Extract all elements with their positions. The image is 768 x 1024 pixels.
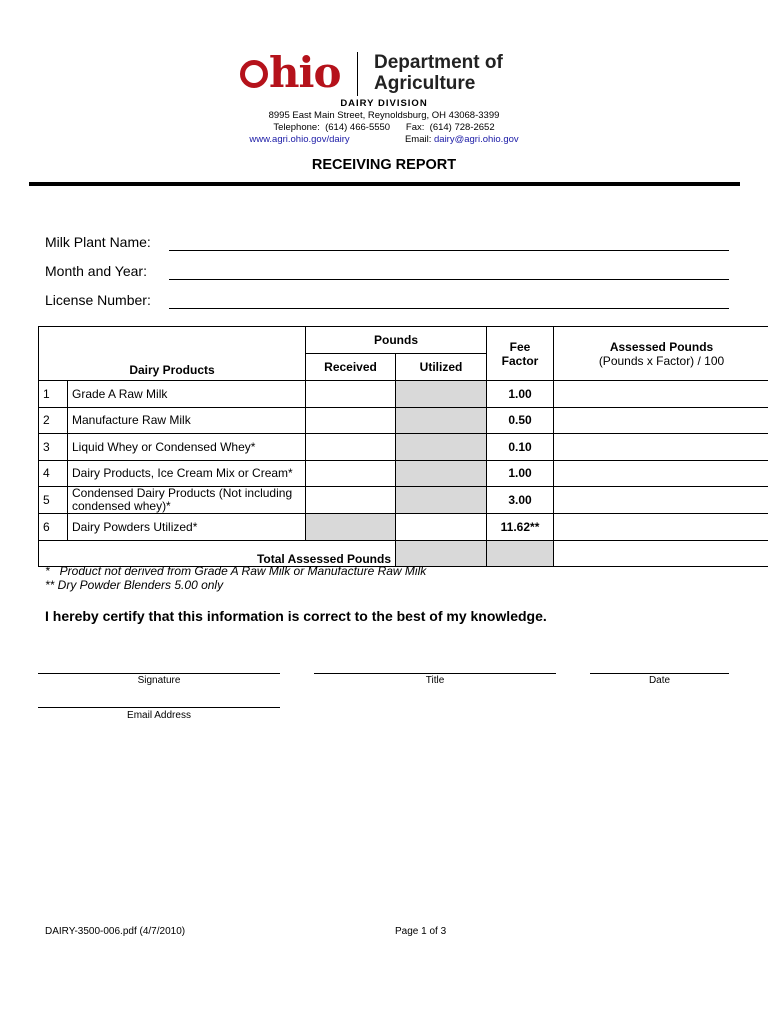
row-number: 3 (39, 434, 68, 461)
website-link[interactable]: www.agri.ohio.gov/dairy (249, 134, 350, 145)
utilized-cell-shaded (396, 407, 487, 434)
signature-line[interactable] (38, 673, 280, 674)
product-name: Dairy Powders Utilized* (68, 514, 306, 541)
address: 8995 East Main Street, Reynoldsburg, OH 43068-3399 (268, 110, 500, 121)
month-year-label: Month and Year: (45, 263, 147, 279)
title-label: Title (425, 675, 445, 686)
fee-factor: 0.50 (487, 407, 554, 434)
received-cell-shaded (306, 514, 396, 541)
assessed-header-line1: Assessed Pounds (609, 339, 714, 354)
fee-factor: 1.00 (487, 381, 554, 408)
pounds-header: Pounds (306, 327, 487, 354)
assessed-header-line2: (Pounds x Factor) / 100 (598, 353, 725, 368)
received-cell[interactable] (306, 434, 396, 461)
assessed-cell[interactable] (554, 381, 768, 408)
row-number: 1 (39, 381, 68, 408)
received-header: Received (306, 354, 396, 381)
license-label: License Number: (45, 292, 151, 308)
utilized-cell-shaded (396, 381, 487, 408)
total-row (39, 540, 768, 567)
assessed-pounds-header (554, 327, 768, 381)
footnote-1: * Product not derived from Grade A Raw Milk or Manufacture Raw Milk (45, 564, 427, 578)
table-row (39, 460, 768, 487)
fee-factor-header (487, 327, 554, 381)
dairy-products-header: Dairy Products (39, 327, 306, 381)
received-cell[interactable] (306, 487, 396, 514)
certification-statement: I hereby certify that this information is correct to the best of my knowledge. (45, 608, 547, 624)
total-label: Total Assessed Pounds (39, 540, 396, 567)
table-row (39, 434, 768, 461)
product-name: Condensed Dairy Products (Not including condensed whey)* (68, 487, 306, 514)
product-name: Liquid Whey or Condensed Whey* (68, 434, 306, 461)
receiving-table (38, 326, 768, 567)
utilized-header: Utilized (396, 354, 487, 381)
ohio-logo-o-icon (240, 60, 268, 88)
assessed-cell[interactable] (554, 487, 768, 514)
utilized-cell-shaded (396, 434, 487, 461)
received-cell[interactable] (306, 407, 396, 434)
row-number: 6 (39, 514, 68, 541)
received-cell[interactable] (306, 381, 396, 408)
row-number: 2 (39, 407, 68, 434)
total-utilized-shaded (396, 540, 487, 567)
email-label: Email: (404, 134, 434, 145)
division-name: DAIRY DIVISION (340, 98, 428, 109)
total-factor-shaded (487, 540, 554, 567)
fee-factor: 0.10 (487, 434, 554, 461)
product-name: Dairy Products, Ice Cream Mix or Cream* (68, 460, 306, 487)
email-address-label: Email Address (127, 710, 191, 721)
page-number: Page 1 of 3 (395, 926, 447, 937)
table-row (39, 407, 768, 434)
plant-name-label: Milk Plant Name: (45, 234, 151, 250)
footnote-2: ** Dry Powder Blenders 5.00 only (45, 578, 224, 592)
date-line[interactable] (590, 673, 729, 674)
logo-divider (357, 52, 358, 96)
assessed-cell[interactable] (554, 514, 768, 541)
contact-links (0, 134, 768, 146)
product-name: Manufacture Raw Milk (68, 407, 306, 434)
row-number: 4 (39, 460, 68, 487)
received-cell[interactable] (306, 460, 396, 487)
month-year-field[interactable] (169, 279, 729, 280)
document-id: DAIRY-3500-006.pdf (4/7/2010) (45, 926, 186, 937)
assessed-cell[interactable] (554, 407, 768, 434)
assessed-cell[interactable] (554, 434, 768, 461)
total-assessed-cell[interactable] (554, 540, 768, 567)
email-line[interactable] (38, 707, 280, 708)
assessed-cell[interactable] (554, 460, 768, 487)
date-label: Date (648, 675, 671, 686)
license-field[interactable] (169, 308, 729, 309)
table-row (39, 381, 768, 408)
fee-header-line2: Factor (501, 353, 539, 368)
ohio-logo (240, 47, 341, 97)
email-link[interactable]: dairy@agri.ohio.gov (434, 134, 519, 145)
report-title: RECEIVING REPORT (311, 157, 457, 173)
title-rule (29, 182, 740, 186)
utilized-cell-shaded (396, 487, 487, 514)
telephone-fax: Telephone: (614) 466-5550 Fax: (614) 728-2652 (273, 122, 495, 133)
product-name: Grade A Raw Milk (68, 381, 306, 408)
table-row (39, 514, 768, 541)
department-logo-text (374, 52, 503, 94)
row-number: 5 (39, 487, 68, 514)
utilized-cell[interactable] (396, 514, 487, 541)
fee-factor: 1.00 (487, 460, 554, 487)
plant-name-field[interactable] (169, 250, 729, 251)
fee-factor: 11.62** (487, 514, 554, 541)
title-line[interactable] (314, 673, 556, 674)
utilized-cell-shaded (396, 460, 487, 487)
ohio-logo-text: hio (269, 47, 341, 97)
department-line2: Agriculture (374, 73, 476, 94)
signature-label: Signature (137, 675, 181, 686)
table-row (39, 487, 768, 514)
fee-factor: 3.00 (487, 487, 554, 514)
fee-header-line1: Fee (509, 339, 531, 354)
department-line1: Department of (374, 52, 503, 73)
